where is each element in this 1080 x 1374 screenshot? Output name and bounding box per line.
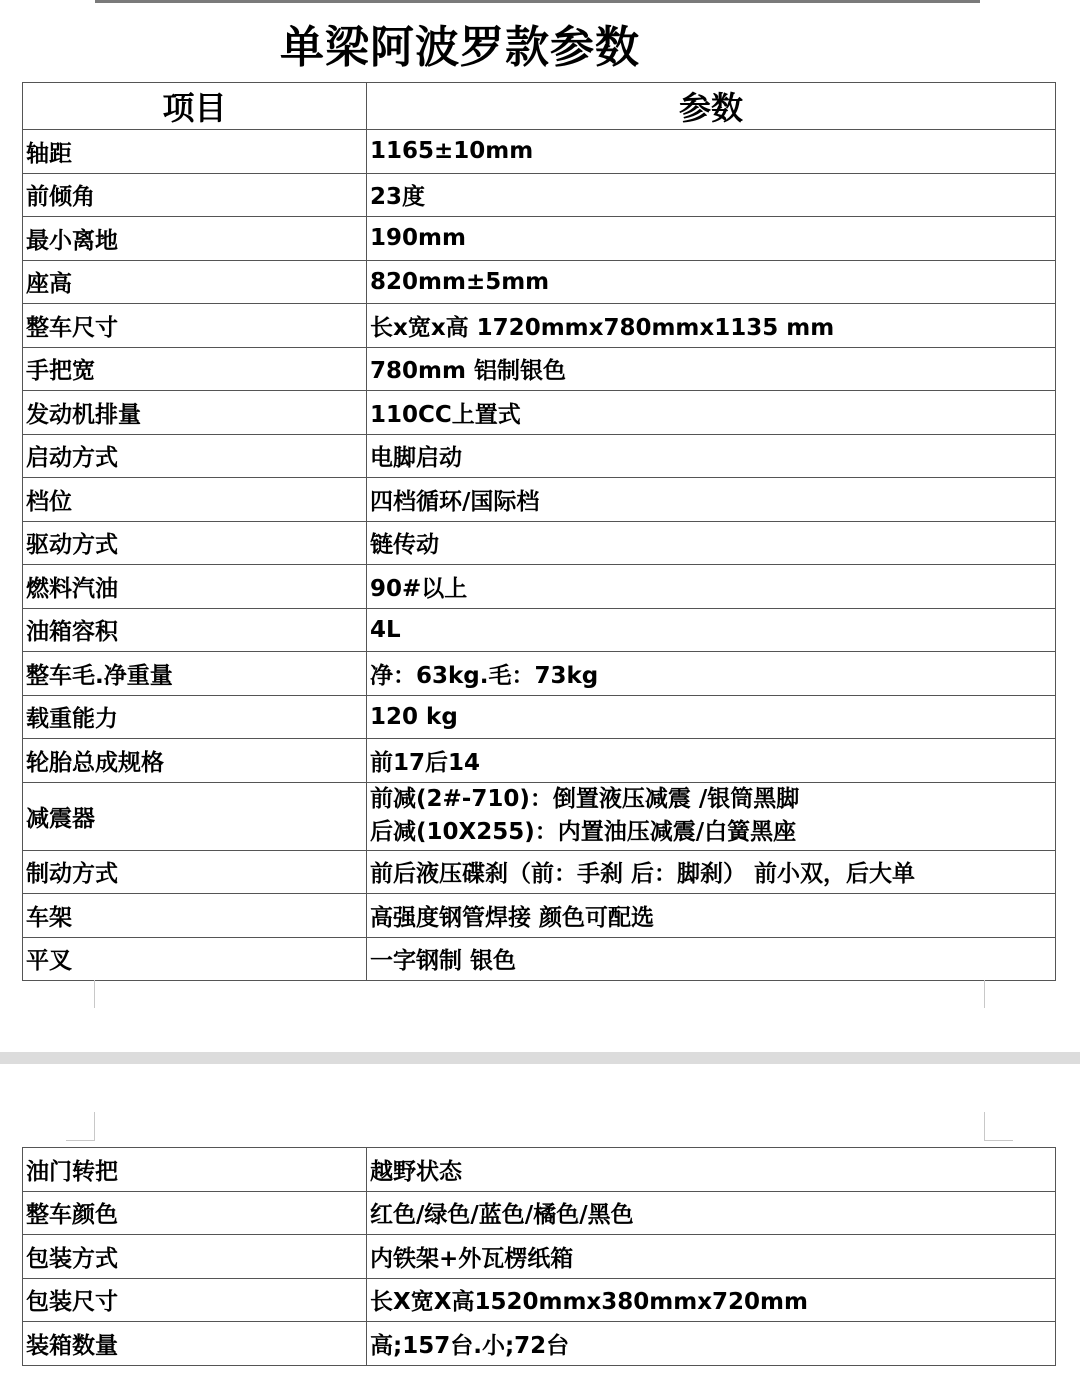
row-value: 一字钢制 银色 xyxy=(367,937,1056,981)
table-row xyxy=(23,521,1056,565)
crop-mark xyxy=(66,980,95,1008)
table-row xyxy=(23,1191,1056,1235)
row-label: 轴距 xyxy=(23,130,367,174)
row-value: 长X宽X高1520mmx380mmx720mm xyxy=(367,1278,1056,1322)
crop-mark xyxy=(66,1112,95,1141)
table-row xyxy=(23,434,1056,478)
table-row xyxy=(23,739,1056,783)
row-value: 90#以上 xyxy=(367,565,1056,609)
row-label: 轮胎总成规格 xyxy=(23,739,367,783)
row-value: 四档循环/国际档 xyxy=(367,478,1056,522)
row-value: 4L xyxy=(367,608,1056,652)
table-row xyxy=(23,1278,1056,1322)
table-row xyxy=(23,850,1056,894)
row-value: 越野状态 xyxy=(367,1148,1056,1192)
table-row xyxy=(23,1235,1056,1279)
row-label: 车架 xyxy=(23,894,367,938)
table-row xyxy=(23,894,1056,938)
spec-table xyxy=(22,82,1056,981)
row-value: 链传动 xyxy=(367,521,1056,565)
crop-mark xyxy=(984,1112,1013,1141)
row-value: 120 kg xyxy=(367,695,1056,739)
row-label: 座高 xyxy=(23,260,367,304)
row-label: 档位 xyxy=(23,478,367,522)
table-row xyxy=(23,565,1056,609)
row-value: 前17后14 xyxy=(367,739,1056,783)
row-value: 长x宽x高 1720mmx780mmx1135 mm xyxy=(367,304,1056,348)
table-row xyxy=(23,260,1056,304)
row-label: 包装尺寸 xyxy=(23,1278,367,1322)
crop-mark xyxy=(984,980,1013,1008)
row-value: 1165±10mm xyxy=(367,130,1056,174)
row-label: 装箱数量 xyxy=(23,1322,367,1366)
row-label: 燃料汽油 xyxy=(23,565,367,609)
row-value: 820mm±5mm xyxy=(367,260,1056,304)
row-value: 内铁架+外瓦楞纸箱 xyxy=(367,1235,1056,1279)
table-row xyxy=(23,608,1056,652)
row-value: 前后液压碟刹（前：手刹 后：脚刹） 前小双，后大单 xyxy=(367,850,1056,894)
row-value-multiline xyxy=(367,782,1056,850)
table-row xyxy=(23,1322,1056,1366)
row-value: 高;157台.小;72台 xyxy=(367,1322,1056,1366)
table-row xyxy=(23,347,1056,391)
row-label: 前倾角 xyxy=(23,173,367,217)
table-header-row xyxy=(23,83,1056,130)
row-value: 110CC上置式 xyxy=(367,391,1056,435)
row-value: 190mm xyxy=(367,217,1056,261)
row-label: 油箱容积 xyxy=(23,608,367,652)
table-row xyxy=(23,782,1056,850)
table-row xyxy=(23,652,1056,696)
row-label: 整车毛.净重量 xyxy=(23,652,367,696)
row-value-line: 后减(10X255)：内置油压减震/白簧黑座 xyxy=(370,819,797,845)
row-label: 手把宽 xyxy=(23,347,367,391)
table-row xyxy=(23,478,1056,522)
row-label: 整车尺寸 xyxy=(23,304,367,348)
row-label: 最小离地 xyxy=(23,217,367,261)
table-row xyxy=(23,391,1056,435)
header-item: 项目 xyxy=(23,83,367,130)
table-row xyxy=(23,304,1056,348)
table-row xyxy=(23,937,1056,981)
row-label: 油门转把 xyxy=(23,1148,367,1192)
row-label: 整车颜色 xyxy=(23,1191,367,1235)
row-label: 载重能力 xyxy=(23,695,367,739)
page-title: 单梁阿波罗款参数 xyxy=(280,22,640,73)
packaging-table xyxy=(22,1147,1056,1366)
header-param: 参数 xyxy=(367,83,1056,130)
row-value: 780mm 铝制银色 xyxy=(367,347,1056,391)
page-separator xyxy=(0,1052,1080,1064)
table-row xyxy=(23,130,1056,174)
row-value-line: 前减(2#-710)：倒置液压减震 /银筒黑脚 xyxy=(370,786,800,812)
row-label: 驱动方式 xyxy=(23,521,367,565)
row-value: 23度 xyxy=(367,173,1056,217)
table-row xyxy=(23,173,1056,217)
table-row xyxy=(23,695,1056,739)
row-label: 包装方式 xyxy=(23,1235,367,1279)
row-label: 减震器 xyxy=(23,782,367,850)
row-label: 发动机排量 xyxy=(23,391,367,435)
row-label: 平叉 xyxy=(23,937,367,981)
row-value: 高强度钢管焊接 颜色可配选 xyxy=(367,894,1056,938)
table-row xyxy=(23,217,1056,261)
row-value: 净：63kg.毛：73kg xyxy=(367,652,1056,696)
table-row xyxy=(23,1148,1056,1192)
row-value: 电脚启动 xyxy=(367,434,1056,478)
top-rule xyxy=(95,0,980,3)
row-value: 红色/绿色/蓝色/橘色/黑色 xyxy=(367,1191,1056,1235)
row-label: 启动方式 xyxy=(23,434,367,478)
row-label: 制动方式 xyxy=(23,850,367,894)
